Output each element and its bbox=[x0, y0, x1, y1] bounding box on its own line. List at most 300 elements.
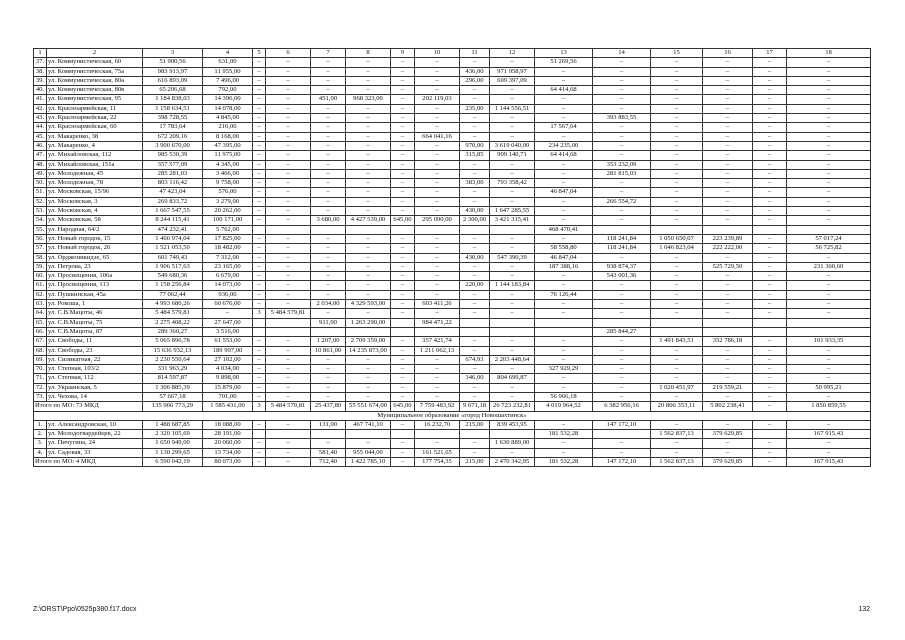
table-cell: 468 470,41 bbox=[535, 225, 593, 234]
table-cell: – bbox=[651, 197, 703, 206]
table-cell bbox=[460, 318, 490, 327]
table-cell bbox=[253, 225, 266, 234]
table-cell: – bbox=[787, 114, 871, 123]
column-header: 15 bbox=[651, 49, 703, 58]
address-cell: ул. С.В.Мацоты, 46 bbox=[47, 309, 143, 318]
table-cell: – bbox=[266, 207, 311, 216]
table-cell: 430,00 bbox=[460, 207, 490, 216]
table-cell: 436,00 bbox=[460, 67, 490, 76]
table-cell: – bbox=[535, 160, 593, 169]
table-cell: 3 680,00 bbox=[311, 216, 346, 225]
table-cell: 62. bbox=[34, 290, 47, 299]
table-cell: – bbox=[253, 290, 266, 299]
table-cell: – bbox=[593, 216, 651, 225]
table-cell: – bbox=[266, 58, 311, 67]
table-cell: – bbox=[266, 262, 311, 271]
table-cell: – bbox=[651, 346, 703, 355]
table-cell: 672 209,16 bbox=[143, 132, 203, 141]
table-cell: – bbox=[253, 439, 266, 448]
table-cell: 43. bbox=[34, 114, 47, 123]
table-cell: 4 427 539,00 bbox=[346, 216, 391, 225]
table-cell: – bbox=[490, 86, 535, 95]
table-cell: – bbox=[253, 58, 266, 67]
table-cell: – bbox=[266, 290, 311, 299]
table-cell: – bbox=[535, 346, 593, 355]
table-cell: – bbox=[753, 253, 787, 262]
table-cell: 46. bbox=[34, 141, 47, 150]
table-cell: – bbox=[311, 114, 346, 123]
table-cell: – bbox=[593, 383, 651, 392]
table-row bbox=[34, 318, 871, 327]
table-cell: – bbox=[787, 104, 871, 113]
table-cell: – bbox=[346, 355, 391, 364]
table-cell: – bbox=[703, 76, 753, 85]
table-cell: – bbox=[703, 355, 753, 364]
table-cell: – bbox=[460, 123, 490, 132]
table-cell: – bbox=[415, 114, 460, 123]
column-header: 18 bbox=[787, 49, 871, 58]
table-cell: 18 088,00 bbox=[203, 420, 253, 429]
table-cell: – bbox=[787, 179, 871, 188]
address-cell: ул. Коммунистическая, 80а bbox=[47, 76, 143, 85]
address-cell: ул. Степная, 103/2 bbox=[47, 365, 143, 374]
total-cell: 177 754,35 bbox=[415, 458, 460, 467]
table-cell: – bbox=[651, 141, 703, 150]
table-cell: – bbox=[415, 104, 460, 113]
table-cell: 664 041,16 bbox=[415, 132, 460, 141]
table-cell: 38. bbox=[34, 67, 47, 76]
table-row bbox=[34, 309, 871, 318]
table-cell bbox=[593, 225, 651, 234]
table-cell: 61. bbox=[34, 281, 47, 290]
address-cell: ул. Александровская, 10 bbox=[47, 420, 143, 429]
table-cell: 938 874,37 bbox=[593, 262, 651, 271]
table-cell: 1 630 889,00 bbox=[490, 439, 535, 448]
table-cell: 9 758,00 bbox=[203, 179, 253, 188]
table-row bbox=[34, 430, 871, 439]
table-cell: – bbox=[703, 58, 753, 67]
table-cell: – bbox=[266, 67, 311, 76]
table-cell: 1 647 285,55 bbox=[490, 207, 535, 216]
table-cell: – bbox=[651, 272, 703, 281]
table-cell: – bbox=[703, 448, 753, 457]
table-cell: 911,00 bbox=[311, 318, 346, 327]
table-cell bbox=[787, 225, 871, 234]
table-cell: – bbox=[253, 234, 266, 243]
table-cell: – bbox=[651, 58, 703, 67]
table-cell: – bbox=[703, 123, 753, 132]
table-cell: – bbox=[415, 383, 460, 392]
table-cell bbox=[311, 430, 346, 439]
table-cell: – bbox=[311, 179, 346, 188]
table-cell: 28 191,00 bbox=[203, 430, 253, 439]
table-cell: 27 102,00 bbox=[203, 355, 253, 364]
column-header: 6 bbox=[266, 49, 311, 58]
table-cell: – bbox=[651, 67, 703, 76]
table-cell: 77 062,44 bbox=[143, 290, 203, 299]
table-cell: 14 078,00 bbox=[203, 104, 253, 113]
table-cell: – bbox=[415, 309, 460, 318]
table-cell: 55. bbox=[34, 225, 47, 234]
table-cell: – bbox=[346, 179, 391, 188]
table-cell: – bbox=[253, 355, 266, 364]
table-cell: – bbox=[651, 374, 703, 383]
table-cell: 219 559,21 bbox=[703, 383, 753, 392]
table-cell: – bbox=[593, 392, 651, 401]
table-cell: – bbox=[311, 309, 346, 318]
table-cell: – bbox=[311, 58, 346, 67]
table-cell: – bbox=[535, 355, 593, 364]
table-cell: – bbox=[415, 160, 460, 169]
table-cell: – bbox=[311, 392, 346, 401]
total-cell: 1 585 431,00 bbox=[203, 402, 253, 411]
table-cell: – bbox=[753, 290, 787, 299]
table-cell bbox=[253, 327, 266, 336]
total-cell: – bbox=[753, 402, 787, 411]
table-cell: – bbox=[266, 179, 311, 188]
table-cell: – bbox=[266, 141, 311, 150]
table-cell: – bbox=[787, 169, 871, 178]
table-cell: – bbox=[753, 207, 787, 216]
table-cell: – bbox=[253, 160, 266, 169]
table-cell: 222 222,00 bbox=[703, 244, 753, 253]
table-cell: – bbox=[490, 346, 535, 355]
table-row bbox=[34, 123, 871, 132]
table-cell: – bbox=[266, 86, 311, 95]
table-cell: – bbox=[703, 114, 753, 123]
table-cell: – bbox=[460, 58, 490, 67]
table-cell: 118 241,84 bbox=[593, 234, 651, 243]
section-row bbox=[34, 411, 871, 420]
table-cell: – bbox=[460, 188, 490, 197]
table-cell: 64. bbox=[34, 309, 47, 318]
table-cell: – bbox=[651, 76, 703, 85]
table-cell bbox=[593, 318, 651, 327]
table-cell: – bbox=[753, 151, 787, 160]
table-cell: – bbox=[535, 95, 593, 104]
table-cell: – bbox=[753, 197, 787, 206]
table-cell: 1 207,00 bbox=[311, 337, 346, 346]
table-cell: – bbox=[753, 439, 787, 448]
table-row bbox=[34, 262, 871, 271]
address-cell: ул. Новый городок, 20 bbox=[47, 244, 143, 253]
table-cell: – bbox=[787, 448, 871, 457]
table-cell: – bbox=[253, 188, 266, 197]
address-cell: ул. Украинская, 5 bbox=[47, 383, 143, 392]
table-cell: – bbox=[346, 76, 391, 85]
table-cell: – bbox=[415, 151, 460, 160]
address-cell: ул. Просвещения, 113 bbox=[47, 281, 143, 290]
table-cell: – bbox=[391, 188, 415, 197]
table-cell: – bbox=[391, 383, 415, 392]
table-cell: – bbox=[651, 392, 703, 401]
table-cell: 393 883,55 bbox=[593, 114, 651, 123]
table-cell: – bbox=[311, 151, 346, 160]
address-cell: ул. Чехова, 14 bbox=[47, 392, 143, 401]
table-row bbox=[34, 114, 871, 123]
table-cell: – bbox=[490, 290, 535, 299]
table-cell: 223 239,89 bbox=[703, 234, 753, 243]
table-cell: – bbox=[490, 337, 535, 346]
table-cell: – bbox=[651, 253, 703, 262]
column-header: 2 bbox=[47, 49, 143, 58]
table-cell: 792,00 bbox=[203, 86, 253, 95]
table-cell: – bbox=[266, 114, 311, 123]
total-cell: 4 019 964,52 bbox=[535, 402, 593, 411]
table-cell: – bbox=[787, 300, 871, 309]
table-cell: – bbox=[253, 104, 266, 113]
table-cell: – bbox=[415, 374, 460, 383]
table-cell: – bbox=[753, 67, 787, 76]
table-cell: – bbox=[311, 141, 346, 150]
table-cell: 955 044,00 bbox=[346, 448, 391, 457]
table-cell: 65 206,68 bbox=[143, 86, 203, 95]
address-cell: ул. Пушкинская, 45а bbox=[47, 290, 143, 299]
total-cell: 3 bbox=[253, 402, 266, 411]
table-cell: – bbox=[311, 160, 346, 169]
table-cell: – bbox=[593, 281, 651, 290]
table-cell: – bbox=[391, 95, 415, 104]
table-cell bbox=[593, 430, 651, 439]
table-cell: 68. bbox=[34, 346, 47, 355]
table-cell: – bbox=[266, 392, 311, 401]
table-cell: – bbox=[253, 272, 266, 281]
table-cell bbox=[703, 225, 753, 234]
table-cell: – bbox=[651, 420, 703, 429]
table-cell: – bbox=[460, 365, 490, 374]
table-row bbox=[34, 179, 871, 188]
table-row bbox=[34, 290, 871, 299]
table-cell: – bbox=[703, 141, 753, 150]
table-cell: 15 879,00 bbox=[203, 383, 253, 392]
table-cell: 14 073,00 bbox=[203, 281, 253, 290]
table-cell: – bbox=[490, 197, 535, 206]
table-cell: – bbox=[703, 151, 753, 160]
table-cell: – bbox=[753, 132, 787, 141]
table-cell: 451,00 bbox=[311, 95, 346, 104]
table-cell: – bbox=[787, 123, 871, 132]
table-row bbox=[34, 86, 871, 95]
table-cell: – bbox=[535, 114, 593, 123]
table-cell: – bbox=[490, 262, 535, 271]
table-cell: 2 203 448,64 bbox=[490, 355, 535, 364]
table-cell: – bbox=[535, 207, 593, 216]
table-cell: – bbox=[593, 141, 651, 150]
table-cell: – bbox=[266, 346, 311, 355]
table-cell: 16 232,70 bbox=[415, 420, 460, 429]
table-cell: 5 484 579,81 bbox=[266, 309, 311, 318]
column-header: 17 bbox=[753, 49, 787, 58]
table-cell: 131,00 bbox=[311, 420, 346, 429]
table-cell: 346,00 bbox=[460, 374, 490, 383]
table-cell: – bbox=[460, 95, 490, 104]
table-cell: – bbox=[593, 337, 651, 346]
table-cell: 46 847,04 bbox=[535, 253, 593, 262]
table-cell: – bbox=[311, 244, 346, 253]
address-cell: ул. Красноармейская, 22 bbox=[47, 114, 143, 123]
table-cell: 6 679,00 bbox=[203, 272, 253, 281]
table-cell bbox=[490, 318, 535, 327]
table-cell: 1 521 053,50 bbox=[143, 244, 203, 253]
table-cell: 37. bbox=[34, 58, 47, 67]
table-cell: – bbox=[593, 355, 651, 364]
table-cell: – bbox=[346, 151, 391, 160]
table-cell bbox=[753, 430, 787, 439]
table-cell: – bbox=[787, 392, 871, 401]
table-cell: – bbox=[253, 123, 266, 132]
table-cell: 430,00 bbox=[460, 253, 490, 262]
table-cell: – bbox=[266, 188, 311, 197]
table-cell: 609 397,09 bbox=[490, 76, 535, 85]
table-cell: – bbox=[703, 169, 753, 178]
table-cell: – bbox=[391, 58, 415, 67]
total-cell: 167 915,43 bbox=[787, 458, 871, 467]
table-cell: – bbox=[593, 300, 651, 309]
total-label: Итого по МО: 4 МКД bbox=[34, 458, 143, 467]
table-cell: – bbox=[651, 439, 703, 448]
table-cell: 674,93 bbox=[460, 355, 490, 364]
table-cell: – bbox=[253, 95, 266, 104]
table-cell: 1 144 183,84 bbox=[490, 281, 535, 290]
table-cell: 235,00 bbox=[460, 104, 490, 113]
table-cell: 3 bbox=[253, 309, 266, 318]
total-cell: – bbox=[266, 458, 311, 467]
table-row bbox=[34, 169, 871, 178]
total-cell: – bbox=[391, 458, 415, 467]
table-cell: – bbox=[593, 76, 651, 85]
table-cell bbox=[753, 318, 787, 327]
table-cell: – bbox=[490, 95, 535, 104]
table-cell: 357 421,74 bbox=[415, 337, 460, 346]
table-cell: – bbox=[253, 67, 266, 76]
table-cell: – bbox=[415, 179, 460, 188]
total-cell: 712,40 bbox=[311, 458, 346, 467]
table-cell: – bbox=[391, 244, 415, 253]
table-cell: – bbox=[490, 392, 535, 401]
table-cell: – bbox=[311, 207, 346, 216]
table-cell: – bbox=[346, 392, 391, 401]
table-cell: – bbox=[266, 76, 311, 85]
table-cell: – bbox=[415, 244, 460, 253]
table-row bbox=[34, 244, 871, 253]
table-cell: – bbox=[753, 141, 787, 150]
total-cell: 6 382 956,16 bbox=[593, 402, 651, 411]
table-cell: – bbox=[535, 383, 593, 392]
table-cell: – bbox=[593, 365, 651, 374]
table-cell: – bbox=[311, 132, 346, 141]
table-cell: 984 471,22 bbox=[415, 318, 460, 327]
table-cell: – bbox=[787, 86, 871, 95]
table-cell: – bbox=[490, 169, 535, 178]
table-cell: – bbox=[535, 169, 593, 178]
table-cell: 14 396,00 bbox=[203, 95, 253, 104]
address-cell: ул. Свободы, 11 bbox=[47, 337, 143, 346]
table-cell: 1 906 517,63 bbox=[143, 262, 203, 271]
table-cell: 69. bbox=[34, 355, 47, 364]
table-cell: – bbox=[651, 179, 703, 188]
table-cell: – bbox=[253, 76, 266, 85]
table-cell bbox=[253, 318, 266, 327]
table-cell: – bbox=[753, 346, 787, 355]
total-cell: 1 562 837,13 bbox=[651, 458, 703, 467]
table-cell: – bbox=[753, 420, 787, 429]
table-cell: – bbox=[753, 244, 787, 253]
table-row bbox=[34, 374, 871, 383]
table-cell: – bbox=[651, 151, 703, 160]
table-cell: – bbox=[266, 272, 311, 281]
table-cell: – bbox=[535, 234, 593, 243]
table-cell: 13 734,00 bbox=[203, 448, 253, 457]
table-cell: – bbox=[490, 365, 535, 374]
table-cell: – bbox=[391, 337, 415, 346]
table-cell: – bbox=[253, 262, 266, 271]
table-cell: 54. bbox=[34, 216, 47, 225]
table-cell: – bbox=[311, 86, 346, 95]
table-cell: – bbox=[787, 374, 871, 383]
table-cell: – bbox=[535, 420, 593, 429]
table-cell: – bbox=[787, 365, 871, 374]
table-cell bbox=[753, 327, 787, 336]
address-cell: ул. Макаренко, 38 bbox=[47, 132, 143, 141]
table-cell: – bbox=[753, 392, 787, 401]
table-cell: – bbox=[490, 160, 535, 169]
table-cell: – bbox=[253, 392, 266, 401]
table-cell: – bbox=[253, 244, 266, 253]
table-cell: 616 893,09 bbox=[143, 76, 203, 85]
table-row bbox=[34, 76, 871, 85]
table-cell: 1 650 949,00 bbox=[143, 439, 203, 448]
table-cell: – bbox=[346, 188, 391, 197]
table-cell: 266 554,72 bbox=[593, 197, 651, 206]
table-cell: 4 345,00 bbox=[203, 160, 253, 169]
table-cell: – bbox=[460, 439, 490, 448]
table-cell: – bbox=[753, 262, 787, 271]
table-cell: 315,85 bbox=[460, 151, 490, 160]
table-cell: – bbox=[753, 365, 787, 374]
table-cell: 601 749,43 bbox=[143, 253, 203, 262]
table-row bbox=[34, 346, 871, 355]
table-cell: – bbox=[391, 300, 415, 309]
table-cell: 47 423,04 bbox=[143, 188, 203, 197]
table-cell: – bbox=[535, 337, 593, 346]
table-cell: – bbox=[535, 197, 593, 206]
table-cell: – bbox=[703, 290, 753, 299]
total-cell: 1 850 859,55 bbox=[787, 402, 871, 411]
table-cell bbox=[651, 318, 703, 327]
table-cell: – bbox=[787, 346, 871, 355]
table-cell: – bbox=[253, 346, 266, 355]
table-cell: – bbox=[311, 169, 346, 178]
table-cell: – bbox=[391, 123, 415, 132]
total-cell: 6 590 042,19 bbox=[143, 458, 203, 467]
table-cell: – bbox=[460, 392, 490, 401]
table-cell: 2 034,00 bbox=[311, 300, 346, 309]
table-cell: 7 496,00 bbox=[203, 76, 253, 85]
table-cell: – bbox=[753, 337, 787, 346]
table-cell: – bbox=[266, 160, 311, 169]
table-cell: – bbox=[460, 290, 490, 299]
table-cell: – bbox=[593, 374, 651, 383]
table-cell: – bbox=[703, 281, 753, 290]
table-cell: 56 966,18 bbox=[535, 392, 593, 401]
table-cell: – bbox=[253, 114, 266, 123]
table-cell: – bbox=[391, 439, 415, 448]
column-header: 13 bbox=[535, 49, 593, 58]
table-cell: – bbox=[593, 207, 651, 216]
column-header: 5 bbox=[253, 49, 266, 58]
address-cell: ул. Рокоша, 1 bbox=[47, 300, 143, 309]
table-cell: 11 955,00 bbox=[203, 67, 253, 76]
